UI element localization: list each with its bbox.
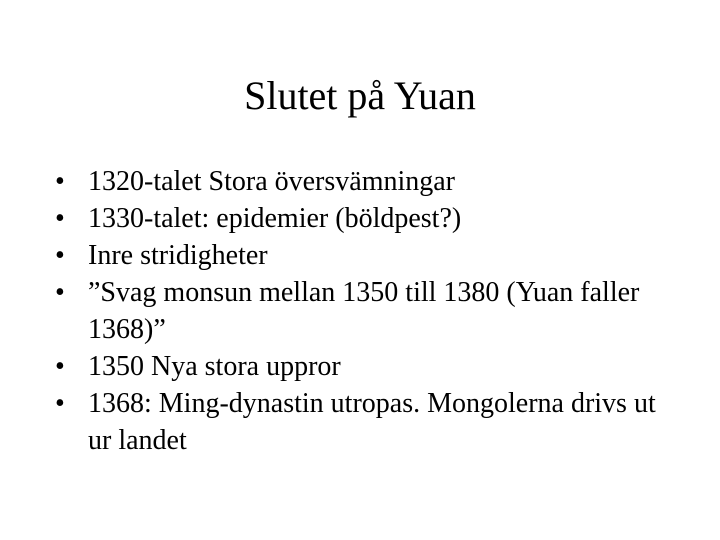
bullet-item <box>55 385 665 459</box>
bullet-icon: • <box>55 388 65 419</box>
bullet-icon: • <box>55 277 65 308</box>
bullet-text: 1368: Ming-dynastin utropas. Mongolerna drivs ut ur landet <box>88 388 656 456</box>
bullet-icon: • <box>55 351 65 382</box>
bullet-list <box>55 163 665 459</box>
bullet-text: 1330-talet: epidemier (böldpest?) <box>88 203 462 234</box>
bullet-item <box>55 163 665 200</box>
bullet-icon: • <box>55 203 65 234</box>
bullet-text: 1350 Nya stora uppror <box>88 351 341 382</box>
bullet-item <box>55 348 665 385</box>
bullet-item <box>55 200 665 237</box>
bullet-icon: • <box>55 240 65 271</box>
bullet-icon: • <box>55 166 65 197</box>
bullet-text: ”Svag monsun mellan 1350 till 1380 (Yuan faller 1368)” <box>88 277 640 345</box>
slide-title: Slutet på Yuan <box>244 73 476 118</box>
bullet-item <box>55 274 665 348</box>
bullet-text: 1320-talet Stora översvämningar <box>88 166 456 197</box>
bullet-item <box>55 237 665 274</box>
bullet-text: Inre stridigheter <box>88 240 268 271</box>
